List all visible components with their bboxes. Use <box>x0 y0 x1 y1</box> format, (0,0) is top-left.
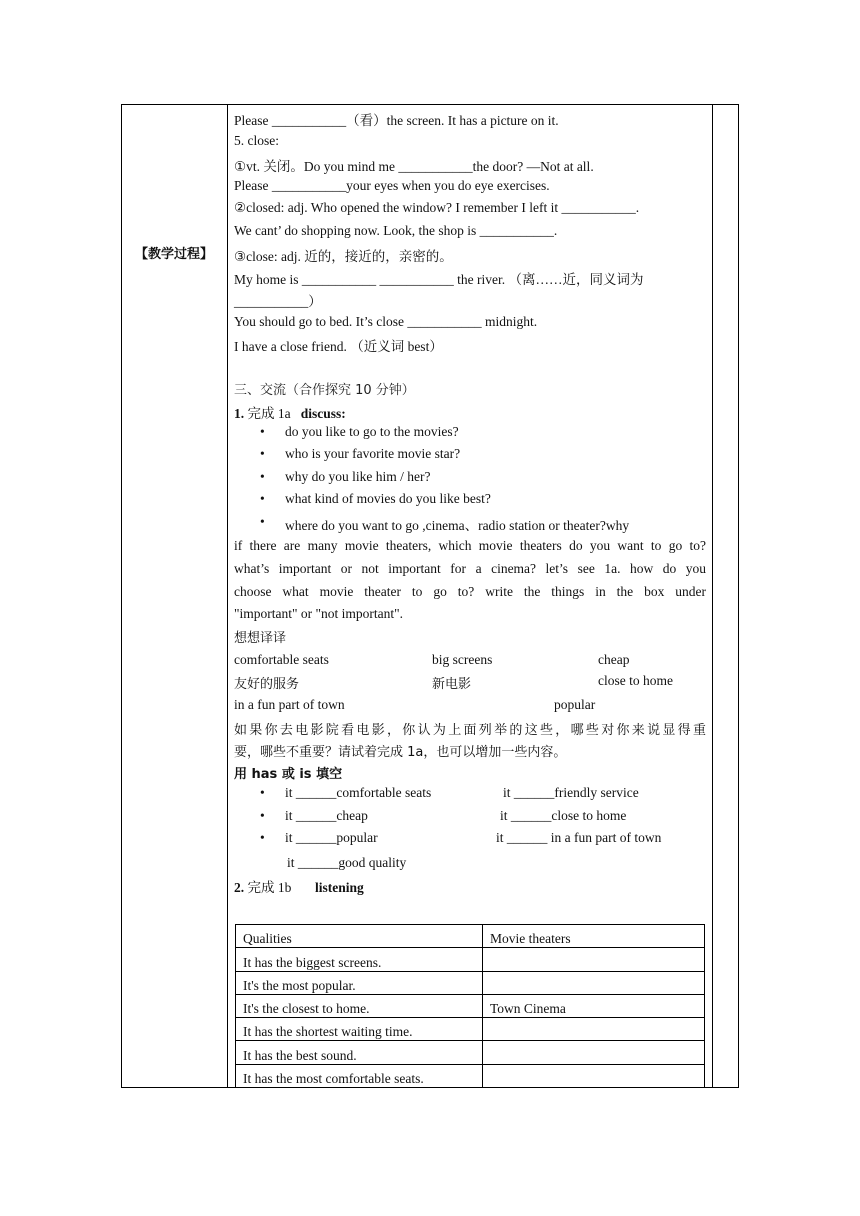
table-header-row <box>236 925 705 948</box>
exercise-line: ②closed: adj. Who opened the window? I remember I left it ___________. <box>234 200 640 215</box>
table-cell <box>483 1041 705 1064</box>
exercise-line: ③close: adj. 近的，接近的，亲密的。 <box>234 249 453 264</box>
task-title: 完成 1a <box>244 406 291 421</box>
table-cell <box>483 948 705 971</box>
bullet-icon: • <box>260 491 265 506</box>
table-cell: It has the biggest screens. <box>236 948 483 971</box>
table-cell: It's the most popular. <box>236 971 483 994</box>
table-header-cell: Qualities <box>236 925 483 948</box>
fill-item: it ______comfortable seats <box>285 785 432 800</box>
section-heading: 三、交流（合作探究 10 分钟） <box>234 383 415 398</box>
task-keyword: listening <box>315 880 364 895</box>
exercise-line: I have a close friend. （近义词 best） <box>234 339 443 354</box>
bullet-icon: • <box>260 424 265 439</box>
paragraph-line: "important" or "not important". <box>234 606 404 621</box>
exercise-line: You should go to bed. It’s close ___________ midnight. <box>234 314 538 329</box>
task-number: 2. <box>234 880 245 895</box>
bullet-icon: • <box>260 830 265 845</box>
exercise-line: Please ___________（看）the screen. It has a picture on it. <box>234 113 559 128</box>
fill-item: it ______close to home <box>500 808 627 823</box>
fill-item: it ______popular <box>285 830 378 845</box>
fill-item: it ______cheap <box>285 808 368 823</box>
bullet-icon: • <box>260 514 265 529</box>
column-divider-right <box>712 104 713 1088</box>
task-heading <box>234 402 346 422</box>
bullet-icon: • <box>260 446 265 461</box>
table-row <box>236 1041 705 1064</box>
bullet-icon: • <box>260 808 265 823</box>
subheading: 想想译译 <box>234 631 287 646</box>
bullet-icon: • <box>260 469 265 484</box>
fill-item: it ______ in a fun part of town <box>496 830 662 845</box>
exercise-line: ___________） <box>234 294 322 309</box>
task-heading <box>234 876 364 896</box>
vocab-item: big screens <box>432 652 493 667</box>
vocab-item: popular <box>554 697 596 712</box>
vocab-item: 友好的服务 <box>234 677 300 692</box>
paragraph-line: what’s important or not important for a cinema? let’s see 1a. how do you <box>234 561 706 576</box>
exercise-line: Please ___________your eyes when you do eye exercises. <box>234 178 550 193</box>
task-keyword: discuss: <box>300 406 346 421</box>
list-item: who is your favorite movie star? <box>285 446 461 461</box>
fill-item: it ______friendly service <box>503 785 639 800</box>
table-cell: It has the shortest waiting time. <box>236 1018 483 1041</box>
table-cell: It has the most comfortable seats. <box>236 1064 483 1087</box>
vocab-item: close to home <box>598 673 673 688</box>
vocab-item: cheap <box>598 652 630 667</box>
section-label: 【教学过程】 <box>134 247 213 262</box>
list-item: do you like to go to the movies? <box>285 424 459 439</box>
vocab-item: in a fun part of town <box>234 697 345 712</box>
bullet-icon: • <box>260 785 265 800</box>
exercise-line: We cant’ do shopping now. Look, the shop is ___________. <box>234 223 558 238</box>
table-row <box>236 948 705 971</box>
chinese-paragraph-line: 如果你去电影院看电影，你认为上面列举的这些，哪些对你来说显得重 <box>234 723 706 738</box>
table-row <box>236 1018 705 1041</box>
table-cell <box>483 1018 705 1041</box>
table-cell: It has the best sound. <box>236 1041 483 1064</box>
exercise-line: My home is ___________ ___________ the river. （离……近，同义词为 <box>234 272 644 287</box>
paragraph-line: choose what movie theater to go to? write the things in the box under <box>234 584 706 599</box>
chinese-paragraph-line: 要，哪些不重要？请试着完成 1a，也可以增加一些内容。 <box>234 745 567 760</box>
fill-title: 用 has 或 is 填空 <box>234 767 343 782</box>
exercise-line: ①vt. 关闭。Do you mind me ___________the door? —Not at all. <box>234 159 594 174</box>
table-header-cell: Movie theaters <box>483 925 705 948</box>
column-divider-left <box>227 104 228 1088</box>
task-number: 1. <box>234 406 245 421</box>
qualities-table <box>235 924 705 1088</box>
list-item: where do you want to go ,cinema、radio station or theater?why <box>285 518 630 533</box>
table-row <box>236 1064 705 1087</box>
vocab-item: comfortable seats <box>234 652 329 667</box>
list-item: what kind of movies do you like best? <box>285 491 491 506</box>
fill-item: it ______good quality <box>287 855 407 870</box>
table-row <box>236 994 705 1017</box>
list-item: why do you like him / her? <box>285 469 431 484</box>
table-cell: Town Cinema <box>483 994 705 1017</box>
table-cell <box>483 971 705 994</box>
table-cell <box>483 1064 705 1087</box>
table-cell: It's the closest to home. <box>236 994 483 1017</box>
paragraph-line: if there are many movie theaters, which movie theaters do you want to go to? <box>234 538 706 553</box>
exercise-heading: 5. close: <box>234 133 279 148</box>
vocab-item: 新电影 <box>432 677 472 692</box>
table-row <box>236 971 705 994</box>
task-title: 完成 1b <box>244 880 292 895</box>
